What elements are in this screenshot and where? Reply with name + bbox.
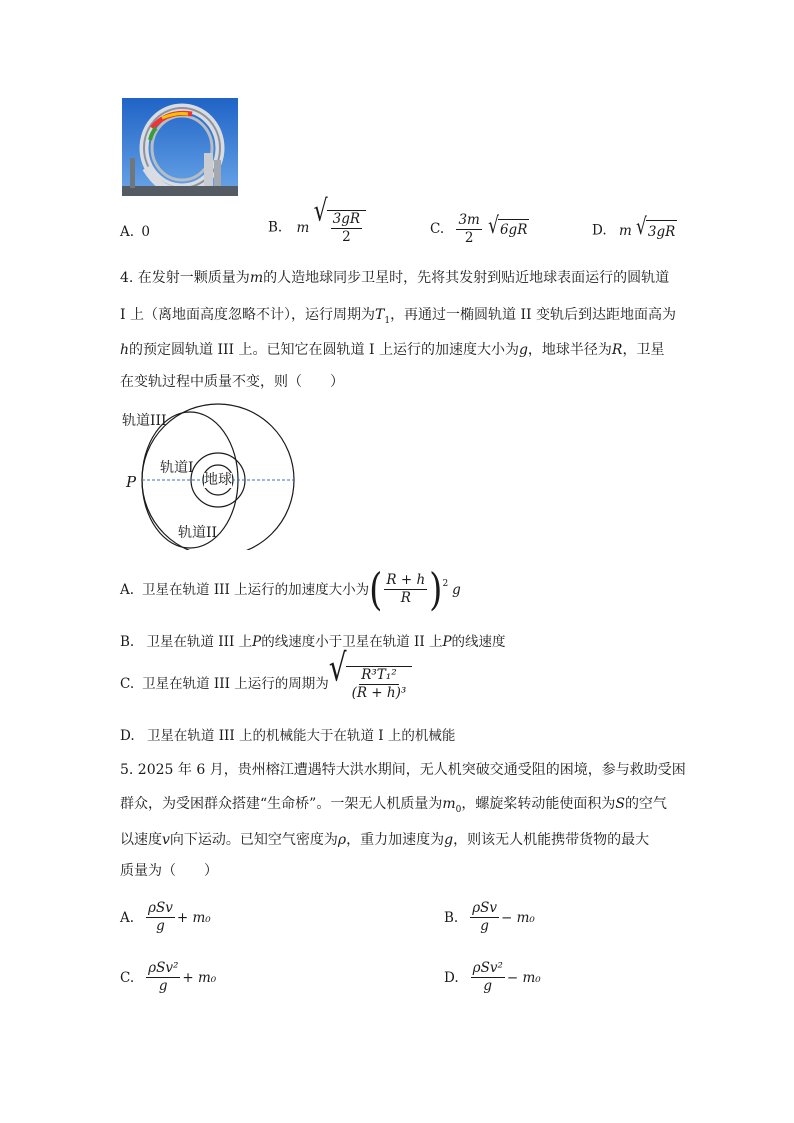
- label-point-p: P: [126, 473, 137, 491]
- fraction-denominator: (R + h)³: [351, 685, 407, 701]
- fraction-numerator: R³T₁²: [361, 667, 397, 683]
- sqrt-expression: √ $\frac{3gR}{2}$: [314, 210, 366, 246]
- option-label: C.: [120, 969, 135, 986]
- var-h: h: [120, 342, 130, 358]
- q3-option-d[interactable]: [592, 213, 677, 242]
- text: ，螺旋桨转动能使面积为: [461, 796, 616, 812]
- fraction-denominator: 2: [464, 230, 474, 246]
- coefficient: m: [296, 220, 310, 236]
- option-value: 0: [141, 224, 150, 240]
- option-label: D.: [444, 969, 459, 986]
- var-g: g: [452, 581, 461, 598]
- var-p: P: [252, 634, 262, 650]
- q5-stem-line-4: 质量为（ ）: [120, 863, 218, 879]
- text: 的线速度: [451, 634, 506, 650]
- var-s: S: [615, 796, 625, 812]
- text: ，地球半径为: [527, 342, 612, 358]
- text: 以速度: [120, 832, 162, 848]
- option-text: 卫星在轨道 III 上运行的加速度大小为: [142, 581, 370, 598]
- var-rho: ρ: [337, 832, 347, 848]
- option-label: B.: [268, 219, 283, 236]
- fraction-numerator: ρSv²: [148, 960, 179, 976]
- option-label: C.: [430, 221, 445, 237]
- fraction-denominator: g: [483, 978, 493, 994]
- text: ，卫星: [622, 342, 665, 358]
- fraction-numerator: ρSv²: [472, 960, 503, 976]
- option-label: D.: [120, 728, 135, 744]
- q3-option-b[interactable]: [268, 194, 366, 246]
- q3-option-a[interactable]: [120, 222, 150, 242]
- radicand: 3gR: [646, 220, 677, 242]
- fraction-denominator: g: [156, 918, 165, 934]
- label-orbit-3: 轨道III: [122, 413, 167, 429]
- option-label: A.: [120, 909, 135, 926]
- option-tail: + m₀: [182, 969, 217, 986]
- var-p: P: [442, 634, 452, 650]
- option-tail: + m₀: [176, 909, 211, 926]
- q4-option-a[interactable]: A. 卫星在轨道 III 上运行的加速度大小为 ( $\frac{R + h}{R}$ ) $^2$ g: [120, 563, 461, 616]
- q4-option-d[interactable]: [120, 726, 455, 746]
- option-text: 卫星在轨道 III 上的机械能大于在轨道 I 上的机械能: [146, 728, 456, 744]
- fraction-denominator: R: [400, 590, 411, 606]
- fraction-denominator: g: [480, 918, 489, 934]
- option-label: A.: [120, 581, 135, 598]
- q5-option-d[interactable]: [444, 960, 541, 995]
- text: 卫星在轨道 III 上: [146, 634, 253, 650]
- var-v: v: [162, 832, 170, 848]
- var-m: m: [249, 270, 264, 286]
- coefficient: m: [618, 222, 632, 239]
- radicand: 6gR: [498, 219, 529, 241]
- fraction-numerator: ρSv: [472, 900, 498, 916]
- fraction-denominator: g: [158, 978, 168, 994]
- q5-stem-line-3: [120, 830, 649, 850]
- option-tail: − m₀: [501, 909, 535, 926]
- text: ，则该无人机能携带货物的最大: [453, 832, 650, 848]
- sqrt-expression: √ $\frac{\text{R³T₁²}}{\text{(R + h)³}}$: [329, 666, 413, 702]
- q5-stem-line-1: 5. 2025 年 6 月，贵州榕江遭遇特大洪水期间，无人机突破交通受阻的困境，参与救助受困: [120, 762, 686, 778]
- option-label: B.: [120, 634, 135, 650]
- text: 的预定圆轨道 III 上。已知它在圆轨道 I 上运行的加速度大小为: [129, 342, 519, 358]
- option-tail: − m₀: [506, 969, 541, 986]
- text: ，再通过一椭圆轨道 II 变轨后到达距地面高为: [390, 307, 677, 323]
- q5-stem-line-2: 群众，为受困群众搭建“生命桥”。一架无人机质量为$m_0$，螺旋桨转动能使面积为S的空气: [120, 796, 667, 815]
- text: 的人造地球同步卫星时，先将其发射到贴近地球表面运行的圆轨道: [263, 270, 670, 286]
- text: 群众，为受困群众搭建“生命桥”。一架无人机质量为: [120, 796, 443, 812]
- orbit-diagram: [120, 400, 300, 550]
- q5-option-a[interactable]: [120, 900, 211, 935]
- label-orbit-1: 轨道I: [160, 460, 194, 476]
- option-label: C.: [120, 676, 135, 692]
- var-g: g: [444, 832, 454, 848]
- fraction-numerator: R + h: [386, 572, 426, 588]
- q4-stem-line-3: [120, 340, 664, 360]
- fraction-numerator: 3gR: [332, 211, 361, 227]
- q4-stem-line-4: 在变轨过程中质量不变，则（ ）: [120, 374, 344, 390]
- q4-option-b[interactable]: [120, 632, 506, 652]
- var-g: g: [518, 342, 528, 358]
- text: 的线速度小于卫星在轨道 II 上: [261, 634, 443, 650]
- fraction-numerator: 3m: [458, 212, 480, 228]
- label-orbit-2: 轨道II: [178, 525, 218, 541]
- q4-option-c[interactable]: [120, 645, 412, 702]
- label-earth: 地球: [204, 472, 232, 488]
- text: 向下运动。已知空气密度为: [169, 832, 338, 848]
- var-T1: T: [374, 307, 385, 323]
- option-label: A.: [120, 224, 135, 240]
- sqrt-expression: √ 3gR: [636, 213, 676, 241]
- q4-stem-line-2: I 上（离地面高度忽略不计），运行周期为$T_1$，再通过一椭圆轨道 II 变轨后到达距地面高为: [120, 307, 677, 326]
- q5-option-b[interactable]: [444, 900, 535, 935]
- q3-option-c[interactable]: [430, 212, 529, 247]
- var-m0: m: [442, 796, 456, 812]
- option-label: B.: [444, 909, 459, 926]
- q4-stem-line-1: [120, 268, 669, 288]
- q5-option-c[interactable]: [120, 960, 216, 995]
- option-text: 卫星在轨道 III 上运行的周期为: [142, 676, 329, 692]
- text: I 上（离地面高度忽略不计），运行周期为: [120, 307, 375, 323]
- sqrt-expression: √ 6gR: [488, 212, 528, 240]
- text: ，重力加速度为: [346, 832, 445, 848]
- roller-coaster-photo: [122, 98, 238, 196]
- text: 的空气: [624, 796, 667, 812]
- option-label: D.: [592, 222, 607, 239]
- fraction-numerator: ρSv: [148, 900, 173, 916]
- text: 4. 在发射一颗质量为: [120, 270, 250, 286]
- var-R: R: [611, 342, 623, 358]
- fraction-denominator: 2: [342, 229, 351, 245]
- exponent: 2: [442, 579, 449, 589]
